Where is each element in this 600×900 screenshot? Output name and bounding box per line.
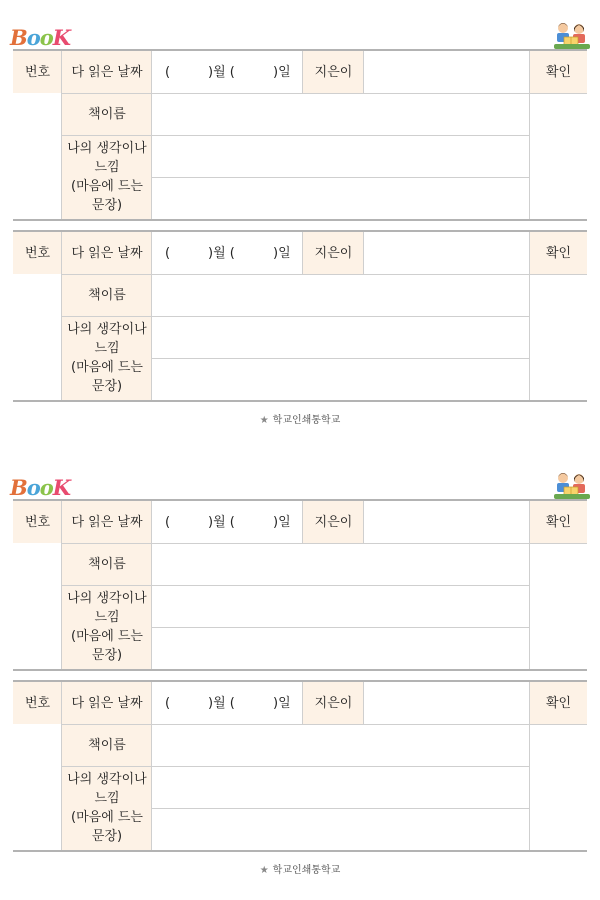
date-field[interactable] <box>152 232 303 274</box>
logo-letter: o <box>26 25 40 50</box>
thoughts-label-line: 나의 생각이나 <box>67 141 147 156</box>
reading-record-card <box>13 49 587 221</box>
column-divider <box>363 51 364 93</box>
column-divider <box>61 682 62 850</box>
title-field[interactable] <box>152 724 530 766</box>
month-suffix: )월 ( <box>208 695 235 711</box>
title-field[interactable] <box>152 543 530 585</box>
book-logo <box>10 22 70 48</box>
column-divider <box>363 232 364 274</box>
number-field[interactable] <box>13 724 62 850</box>
confirm-label: 확인 <box>530 232 587 274</box>
confirm-field[interactable] <box>530 274 587 400</box>
thoughts-label-line: 나의 생각이나 <box>67 772 147 787</box>
row-divider <box>152 358 530 359</box>
date-label: 다 읽은 날짜 <box>62 501 152 543</box>
row-divider <box>62 274 587 275</box>
confirm-field[interactable] <box>530 93 587 219</box>
row-divider <box>152 808 530 809</box>
thoughts-label-line: (마음에 드는 <box>71 179 143 194</box>
thoughts-label-line: 문장) <box>91 379 123 394</box>
reading-record-card <box>13 680 587 852</box>
author-label: 지은이 <box>303 501 364 543</box>
thoughts-label-line: 느낌 <box>94 610 120 625</box>
date-open-paren: ( <box>165 64 171 80</box>
thoughts-label-line: (마음에 드는 <box>71 810 143 825</box>
number-field[interactable] <box>13 93 62 219</box>
logo-letter: o <box>39 475 53 500</box>
date-label: 다 읽은 날짜 <box>62 232 152 274</box>
thoughts-field-line-2[interactable] <box>152 808 530 850</box>
thoughts-label-line: 느낌 <box>94 160 120 175</box>
title-label: 책이름 <box>62 93 152 135</box>
author-field[interactable] <box>364 501 530 543</box>
row-divider <box>62 135 530 136</box>
logo-letter: B <box>10 25 27 50</box>
day-suffix: )일 <box>273 514 291 530</box>
date-field[interactable] <box>152 501 303 543</box>
thoughts-label-line: 문장) <box>91 648 123 663</box>
row-divider <box>62 724 587 725</box>
thoughts-label-line: 나의 생각이나 <box>67 591 147 606</box>
row-divider <box>152 177 530 178</box>
column-divider <box>61 501 62 669</box>
author-label: 지은이 <box>303 682 364 724</box>
thoughts-label <box>62 316 152 400</box>
date-label: 다 읽은 날짜 <box>62 51 152 93</box>
thoughts-label-line: (마음에 드는 <box>71 629 143 644</box>
thoughts-label-line: 문장) <box>91 198 123 213</box>
month-suffix: )월 ( <box>208 245 235 261</box>
logo-letter: o <box>26 475 40 500</box>
star-icon: ★ <box>259 865 269 876</box>
date-open-paren: ( <box>165 514 171 530</box>
date-open-paren: ( <box>165 695 171 711</box>
thoughts-label-line: 나의 생각이나 <box>67 322 147 337</box>
form-sheet <box>0 450 600 900</box>
author-field[interactable] <box>364 232 530 274</box>
author-field[interactable] <box>364 51 530 93</box>
column-divider <box>529 51 530 219</box>
column-divider <box>151 232 152 400</box>
thoughts-field-line-1[interactable] <box>152 316 530 358</box>
column-divider <box>302 232 303 274</box>
number-field[interactable] <box>13 543 62 669</box>
logo-letter: K <box>52 25 71 50</box>
column-divider <box>61 51 62 219</box>
column-divider <box>363 501 364 543</box>
column-divider <box>529 501 530 669</box>
column-divider <box>151 682 152 850</box>
number-field[interactable] <box>13 274 62 400</box>
date-field[interactable] <box>152 51 303 93</box>
row-divider <box>152 627 530 628</box>
thoughts-label <box>62 585 152 669</box>
row-divider <box>62 316 530 317</box>
children-reading-icon <box>550 20 594 52</box>
confirm-label: 확인 <box>530 501 587 543</box>
month-suffix: )월 ( <box>208 514 235 530</box>
number-label: 번호 <box>13 232 62 274</box>
author-label: 지은이 <box>303 232 364 274</box>
thoughts-field-line-1[interactable] <box>152 135 530 177</box>
column-divider <box>151 51 152 219</box>
title-label: 책이름 <box>62 724 152 766</box>
children-reading-icon <box>550 470 594 502</box>
date-field[interactable] <box>152 682 303 724</box>
month-suffix: )월 ( <box>208 64 235 80</box>
logo-letter: B <box>10 475 27 500</box>
column-divider <box>302 51 303 93</box>
author-label: 지은이 <box>303 51 364 93</box>
title-label: 책이름 <box>62 274 152 316</box>
title-field[interactable] <box>152 93 530 135</box>
column-divider <box>151 501 152 669</box>
star-icon: ★ <box>259 415 269 426</box>
number-label: 번호 <box>13 51 62 93</box>
date-label: 다 읽은 날짜 <box>62 682 152 724</box>
thoughts-label-line: 문장) <box>91 829 123 844</box>
row-divider <box>62 93 587 94</box>
footer-text: 학교인쇄통학교 <box>272 415 341 426</box>
thoughts-label-line: 느낌 <box>94 791 120 806</box>
column-divider <box>302 682 303 724</box>
row-divider <box>62 585 530 586</box>
thoughts-field-line-1[interactable] <box>152 585 530 627</box>
title-field[interactable] <box>152 274 530 316</box>
row-divider <box>62 543 587 544</box>
logo-letter: o <box>39 25 53 50</box>
column-divider <box>302 501 303 543</box>
confirm-label: 확인 <box>530 682 587 724</box>
footer <box>0 861 600 876</box>
column-divider <box>61 232 62 400</box>
day-suffix: )일 <box>273 64 291 80</box>
logo-letter: K <box>52 475 71 500</box>
column-divider <box>529 232 530 400</box>
thoughts-label <box>62 135 152 219</box>
confirm-field[interactable] <box>530 724 587 850</box>
day-suffix: )일 <box>273 245 291 261</box>
thoughts-label-line: (마음에 드는 <box>71 360 143 375</box>
number-label: 번호 <box>13 501 62 543</box>
thoughts-label-line: 느낌 <box>94 341 120 356</box>
row-divider <box>62 766 530 767</box>
day-suffix: )일 <box>273 695 291 711</box>
thoughts-field-line-2[interactable] <box>152 627 530 669</box>
confirm-field[interactable] <box>530 543 587 669</box>
reading-record-card <box>13 230 587 402</box>
author-field[interactable] <box>364 682 530 724</box>
thoughts-field-line-2[interactable] <box>152 358 530 400</box>
footer <box>0 411 600 426</box>
thoughts-field-line-1[interactable] <box>152 766 530 808</box>
column-divider <box>363 682 364 724</box>
date-open-paren: ( <box>165 245 171 261</box>
reading-record-card <box>13 499 587 671</box>
title-label: 책이름 <box>62 543 152 585</box>
confirm-label: 확인 <box>530 51 587 93</box>
book-logo <box>10 472 70 498</box>
number-label: 번호 <box>13 682 62 724</box>
thoughts-label <box>62 766 152 850</box>
footer-text: 학교인쇄통학교 <box>272 865 341 876</box>
thoughts-field-line-2[interactable] <box>152 177 530 219</box>
column-divider <box>529 682 530 850</box>
